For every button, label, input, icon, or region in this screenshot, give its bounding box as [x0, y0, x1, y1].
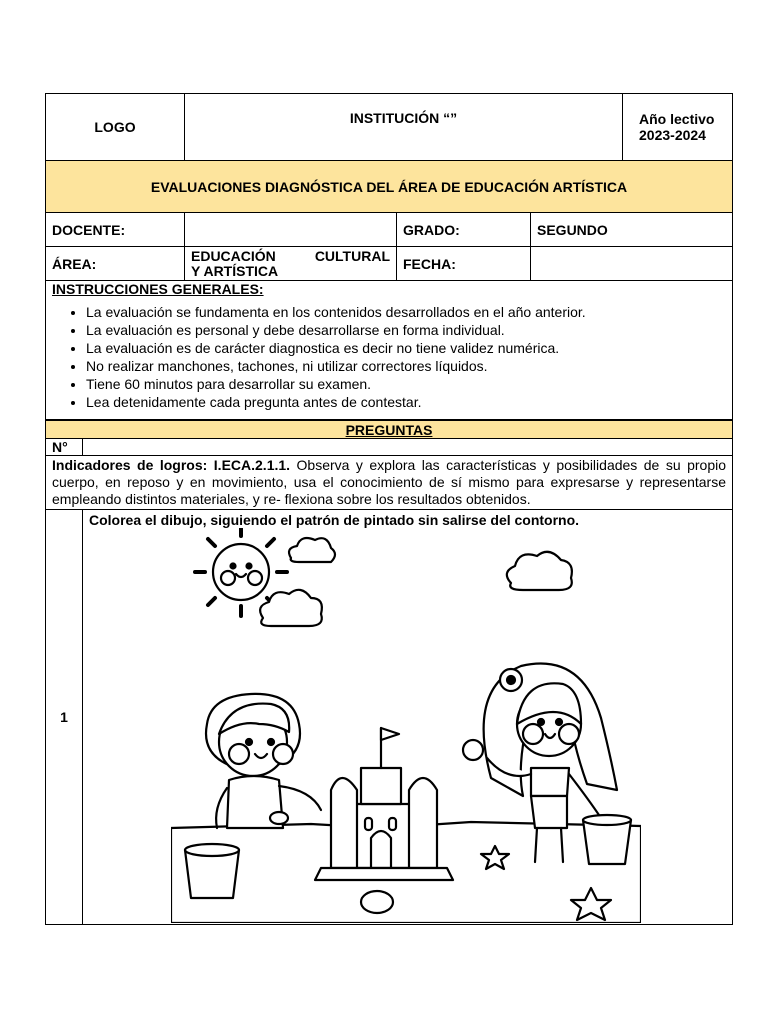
docente-label: DOCENTE:: [46, 213, 185, 247]
cloud-drawing: [289, 538, 335, 562]
instruction-item: • Lea detenidamente cada pregunta antes de contestar.: [86, 393, 726, 411]
institution-name: INSTITUCIÓN “”: [185, 94, 623, 161]
coloring-illustration: [171, 528, 641, 923]
boy-drawing: [206, 694, 321, 828]
school-year-label: Año lectivo: [639, 111, 715, 127]
indicator-description: Observa y explora las características y posibilidades de su propio cuerpo, en reposo y en movimiento, usa el conocimiento de sí mismo para expresarse y representarse empleando distintos materiales, y re- flexiona sobre los resultados obtenidos.: [52, 457, 727, 507]
docente-value[interactable]: [185, 213, 397, 247]
bucket-drawing: [185, 850, 239, 898]
instruction-item: • La evaluación es de carácter diagnostica es decir no tiene validez numérica.: [86, 339, 726, 357]
instruction-item: • No realizar manchones, tachones, ni utilizar correctores líquidos.: [86, 357, 726, 375]
school-year-value: 2023-2024: [639, 127, 706, 143]
crab-drawing: [361, 891, 393, 913]
area-value: [185, 247, 397, 281]
area-value-line-1: EDUCACIÓN CULTURAL: [191, 247, 390, 264]
bucket-drawing: [583, 820, 631, 864]
instruction-item: • La evaluación es personal y debe desarrollarse en forma individual.: [86, 321, 726, 339]
questions-table: [45, 420, 733, 925]
indicator-code: Indicadores de logros: I.ECA.2.1.1.: [52, 457, 291, 473]
cloud-drawing: [507, 552, 572, 590]
evaluation-document: [45, 93, 732, 925]
logo-cell: LOGO: [46, 94, 185, 161]
questions-heading: PREGUNTAS: [46, 421, 733, 439]
instruction-item: • La evaluación se fundamenta en los contenidos desarrollados en el año anterior.: [86, 303, 726, 321]
fecha-label: FECHA:: [397, 247, 531, 281]
question-number: 1: [46, 510, 83, 925]
question-prompt: Colorea el dibujo, siguiendo el patrón de pintado sin salirse del contorno.: [89, 512, 580, 528]
area-label: ÁREA:: [46, 247, 185, 281]
instructions-section: [46, 281, 733, 420]
school-year: [623, 94, 733, 161]
instructions-list: [52, 303, 726, 411]
area-value-line-2: Y ARTÍSTICA: [191, 262, 279, 279]
achievement-indicator: [46, 456, 733, 510]
number-header: N°: [46, 439, 83, 456]
exam-title: EVALUACIONES DIAGNÓSTICA DEL ÁREA DE EDUCACIÓN ARTÍSTICA: [46, 161, 733, 213]
header-table: [45, 93, 733, 420]
instruction-item: • Tiene 60 minutos para desarrollar su examen.: [86, 375, 726, 393]
castle-drawing: [315, 728, 453, 880]
fecha-value[interactable]: [531, 247, 733, 281]
cloud-drawing: [260, 590, 322, 626]
grado-label: GRADO:: [397, 213, 531, 247]
instructions-heading: INSTRUCCIONES GENERALES:: [52, 281, 264, 297]
grado-value: SEGUNDO: [531, 213, 733, 247]
number-header-spacer: [83, 439, 733, 456]
question-1-content: [83, 510, 733, 925]
